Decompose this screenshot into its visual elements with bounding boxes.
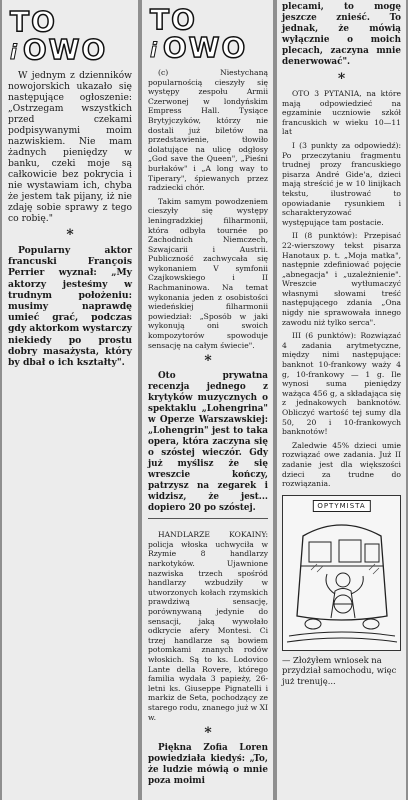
cartoon-optymista: [282, 495, 401, 651]
separator-star: *: [204, 353, 212, 370]
logo-i-text: i: [150, 38, 159, 62]
logo-to-text: TO: [10, 5, 57, 38]
logo-owo-line: [10, 33, 108, 66]
article-red-army: (c) Niestychaną popularnością cieszyły się występy zespołu Armii Czerwonej w londyńskim Empress Hall. Tysiące Brytyjczyków, którzy nie dostali już biletów na przedstawienie, tłowiło dolatujące na ulicę odgłosy „God save the Queen", „Pieśni burłaków" i „A long way to Tiperary", śpiewanych przez radziecki chór.: [148, 68, 268, 193]
article-loren-continued: plecami, to mogę jeszcze znieść. To jednak, że mówią wyłącznie o moich plecach, zaczyna mnie denerwować".: [282, 2, 401, 67]
cartoon-title: OPTYMISTA: [312, 500, 370, 512]
article-leningrad: Takim samym powodzeniem cieszyły się występy leningradzkiej filharmonii, która odbyła tournée po Zachodnich Niemczech, Szwajcarii i Austrii. Publiczność zachwycała się wykonaniem V symfonii Czajkowskiego i II Rachmaninowa. Na temat wykonania jeden z osobistości wiedeńskiej filharmonii powiedział: „Sposób w jaki wykonują oni swoich kompozytorów spowoduje sensację na całym świecie".: [148, 196, 268, 350]
logo-owo-text: OWO: [22, 33, 108, 66]
logo-owo-line: [150, 31, 248, 64]
article-exam-result: Zaledwie 45% dzieci umie rozwiązać owe zadania. Już II zadanie jest dla większości dzieci za trudne do rozwiązania.: [282, 440, 401, 489]
logo-to-text: TO: [150, 3, 197, 36]
article-exam-question-3: III (6 punktów): Rozwiązać 4 zadania arytmetyczne, między nimi następujące: banknot 10-frankowy waży 4 g, 10-frankowy — 1 g. Ile wynosi suma pieniędzy ważąca 456 g, a składająca się z jednakowych banknotów. Obliczyć wartość tej sumy dla 50, 20 i 10-frankowych banknotów!: [282, 331, 401, 437]
article-exam-intro: OTO 3 PYTANIA, na które mają odpowiedzieć na egzaminie uczniowie szkół francuskich w wieku 10—11 lat: [282, 89, 401, 137]
separator-star: *: [66, 227, 74, 243]
article-exam-question-1: I (3 punkty za odpowiedź): Po przeczytaniu fragmentu trudnej prozy francuskiego pisarza André Gide'a, dzieci mają streścić je w 10 linijkach tekstu, ilustrować to opowiadanie rysunkiem i scharakteryzować występujące tam postacie.: [282, 140, 401, 227]
article-loren: Piękna Zofia Loren powiedziała kiedyś: „To, że ludzie mówią o mnie poza moimi: [148, 743, 268, 787]
divider-line: [148, 518, 268, 519]
column-3: [277, 0, 406, 800]
logo-owo-text: OWO: [162, 31, 248, 64]
article-exam-question-2: II (8 punktów): Przepisać 22-wierszowy tekst pisarza Hanotaux p. t. „Moja matka", następnie zdefiniować pojęcie „abnegacja" i „uzależnienie". Wreszcie wytłumaczyć własnymi słowami treść następującego zdania „Ona nigdy nie sprawowała innego zawodu niż tylko serca".: [282, 231, 401, 327]
to-i-owo-logo: [10, 5, 132, 66]
article-lohengrin: Oto prywatna recenzja jednego z krytyków muzycznych o spektaklu „Lohengrina" w Operze Warszawskiej: „Lohengrin" jest to taka opera, która zaczyna się o szóstej wieczór. Gdy już myślisz że się wreszcie kończy, patrzysz na zegarek i widzisz, że jest... dopiero 20 po szóstej.: [148, 371, 268, 514]
article-cocaine: HANDLARZE KOKAINY: policja włoska uchwyciła w Rzymie 8 handlarzy narkotyków. Ujawnione nazwiska trzech spośród handlarzy wzbudziły w utworzonych kołach rzymskich prawdziwą sensację, porównywaną jedynie do sensacji, jaką wywołało odkrycie afery Montesi. Ci trzej handlarze są bowiem potomkami znanych rodów włoskich. Są to ks. Lodovico Lante della Rovere, którego familia wydała 3 papieży, 26-letni ks. Giuseppe Pignatelli i markiz de Seta, pochodzący ze starego rodu, znanego już w XI w.: [148, 530, 268, 722]
column-1: [2, 0, 138, 800]
logo-i-text: i: [10, 40, 19, 64]
separator-star: [148, 523, 268, 527]
separator-star: *: [337, 71, 346, 87]
cartoon-caption: — Złożyłem wniosek na przydział samochodu, więc już trenuję...: [282, 654, 397, 686]
article-checks: W jednym z dzienników nowojorskich ukazało się następujące ogłoszenie: „Ostrzegam wszystkich przed czekami podpisywanymi moim nazwiskiem. Nie mam żadnych pieniędzy w banku, czeki moje są całkowicie bez pokrycia i nie wystawiam ich, chyba że jestem tak pijany, iż nie zdaję sobie sprawy z tego co robię.": [8, 70, 132, 224]
separator-star: *: [204, 725, 212, 742]
to-i-owo-logo: [150, 3, 268, 64]
article-perrier: Popularny aktor francuski François Perrier wyznał: „My aktorzy jesteśmy w trudnym położeniu: musimy naprawdę umieć grać, podczas gdy aktorkom wystarczy niekiedy po prostu dobry masażysta, który by dbał o ich kształty".: [8, 245, 132, 369]
cartoon-drawing: [283, 496, 400, 648]
column-2: [142, 0, 273, 800]
